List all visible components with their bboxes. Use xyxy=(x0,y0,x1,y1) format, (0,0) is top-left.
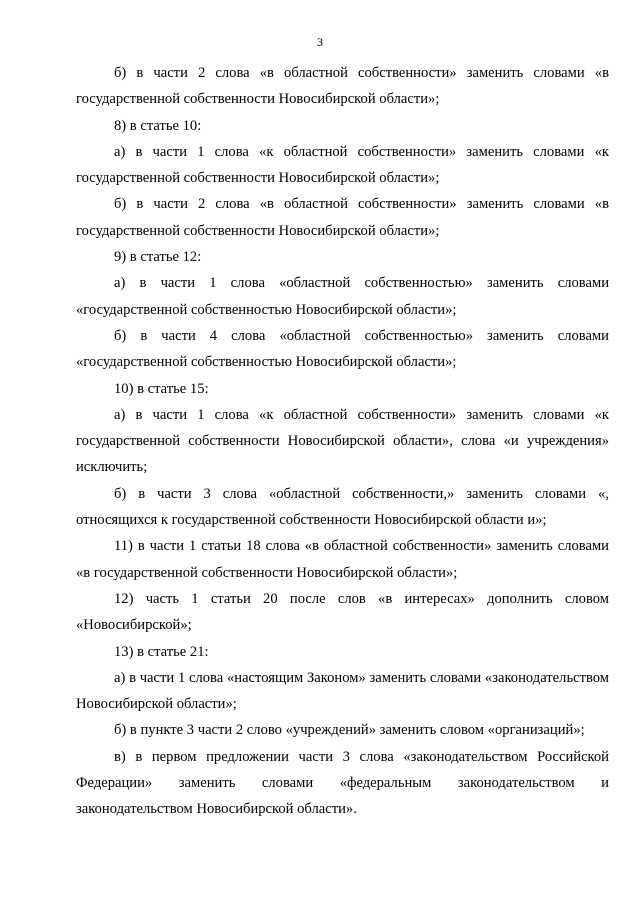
page-number: 3 xyxy=(317,35,323,49)
paragraph: 8) в статье 10: xyxy=(114,117,202,134)
paragraph: 13) в статье 21: xyxy=(114,643,209,660)
paragraph: б) в части 2 слова «в областной собственности» заменить словами «в государственной собственности Новосибирской области»; xyxy=(76,65,609,108)
paragraph: б) в части 3 слова «областной собственности,» заменить словами «, относящихся к государственной собственности Новосибирской области и»; xyxy=(76,485,609,529)
paragraph: а) в части 1 слова «к областной собственности» заменить словами «к государственной собственности Новосибирской области», слова «и учреждения» исключить; xyxy=(76,406,609,476)
paragraph: б) в части 2 слова «в областной собственности» заменить словами «в государственной собственности Новосибирской области»; xyxy=(76,196,609,239)
paragraph: 10) в статье 15: xyxy=(114,380,209,397)
paragraph: а) в части 1 слова «к областной собственности» заменить словами «к государственной собственности Новосибирской области»; xyxy=(76,143,609,187)
paragraph: 9) в статье 12: xyxy=(114,249,202,266)
paragraph: в) в первом предложении части 3 слова «законодательством Российской Федерации» заменить словами «федеральным законодательством и законодательством Новосибирской области». xyxy=(76,748,609,818)
paragraph: б) в части 4 слова «областной собственностью» заменить словами «государственной собственностью Новосибирской области»; xyxy=(76,327,609,371)
paragraph: 11) в части 1 статьи 18 слова «в областной собственности» заменить словами «в государственной собственности Новосибирской области»; xyxy=(76,538,609,581)
document-body xyxy=(76,60,609,823)
paragraph: а) в части 1 слова «областной собственностью» заменить словами «государственной собственностью Новосибирской области»; xyxy=(76,275,609,318)
paragraph: а) в части 1 слова «настоящим Законом» заменить словами «законодательством Новосибирской области»; xyxy=(76,669,609,713)
paragraph: б) в пункте 3 части 2 слово «учреждений» заменить словом «организаций»; xyxy=(114,722,585,739)
paragraph: 12) часть 1 статьи 20 после слов «в интересах» дополнить словом «Новосибирской»; xyxy=(76,590,609,634)
